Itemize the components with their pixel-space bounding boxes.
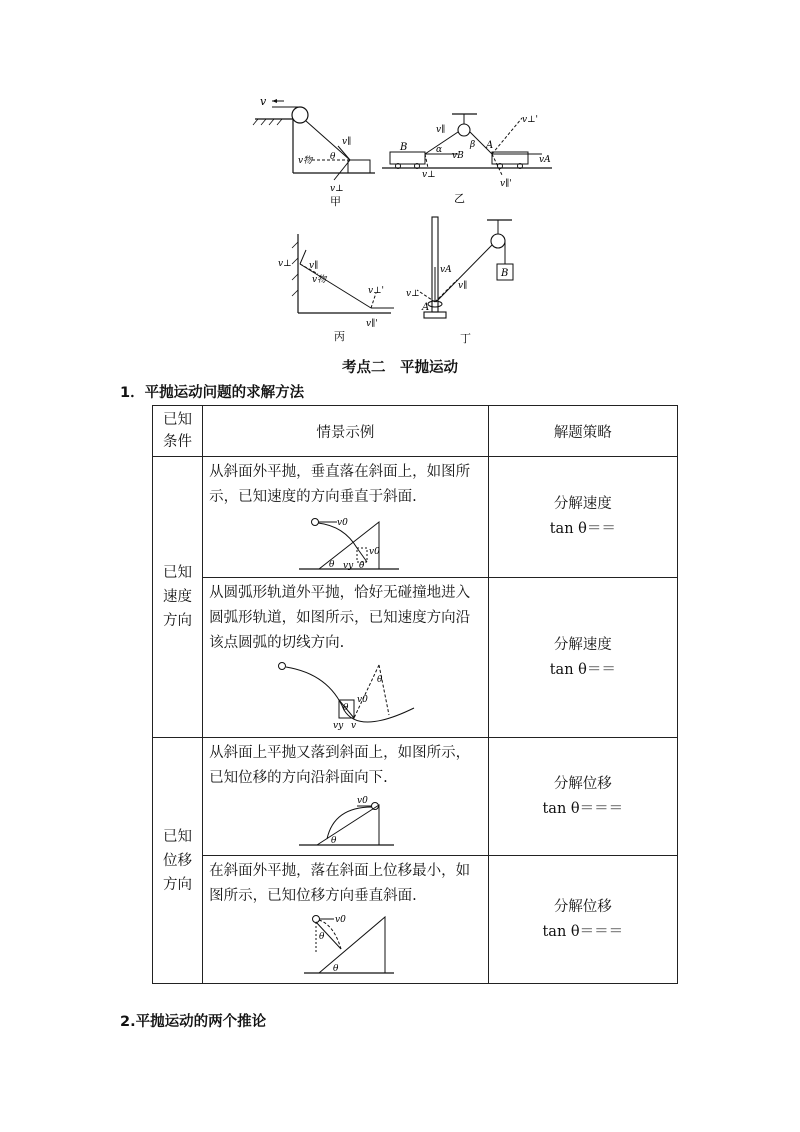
svg-text:θ: θ (343, 703, 349, 713)
svg-text:v0: v0 (337, 518, 348, 528)
caption-bing: 丙 (334, 330, 345, 343)
svg-text:v∥: v∥ (309, 261, 319, 271)
scenario-cell: 从斜面外平抛，垂直落在斜面上，如图所示，已知速度的方向垂直于斜面. v0 v0 vy θ θ (203, 457, 489, 578)
svg-text:θ: θ (359, 561, 365, 571)
caption-yi: 乙 (454, 192, 465, 205)
figure-yi (382, 110, 557, 210)
figure-ding (402, 212, 527, 347)
condition-velocity: 已知 速度 方向 (153, 457, 203, 738)
label-v: v (260, 95, 267, 108)
svg-text:v∥: v∥ (342, 137, 352, 147)
svg-text:v∥': v∥' (366, 319, 378, 329)
svg-text:θ: θ (377, 675, 383, 685)
scenario-cell: 在斜面外平抛，落在斜面上位移最小，如图所示，已知位移方向垂直斜面. v0 θ θ (203, 856, 489, 984)
condition-displacement: 已知 位移 方向 (153, 738, 203, 984)
caption-ding: 丁 (460, 332, 471, 345)
svg-text:vy: vy (333, 721, 344, 731)
svg-text:B: B (501, 268, 509, 279)
scenario-cell: 从斜面上平抛又落到斜面上，如图所示，已知位移的方向沿斜面向下. v0 θ (203, 738, 489, 856)
section-title: 考点二 平抛运动 (342, 360, 458, 376)
figure-bing (276, 228, 406, 348)
svg-text:α: α (436, 145, 443, 155)
svg-text:vy: vy (343, 561, 354, 571)
svg-text:v⊥: v⊥ (422, 170, 436, 180)
svg-text:v物: v物 (298, 156, 313, 166)
table-row (153, 856, 678, 984)
svg-text:v⊥: v⊥ (278, 259, 292, 269)
svg-text:v∥: v∥ (458, 281, 468, 291)
svg-text:θ: θ (319, 932, 325, 942)
strategy-cell: 分解位移 tan θ＝＝＝ (488, 856, 677, 984)
svg-text:v⊥': v⊥' (522, 115, 539, 125)
header-scenario: 情景示例 (203, 406, 489, 457)
heading-2: 2.平抛运动的两个推论 (120, 1014, 267, 1030)
method-table (152, 405, 678, 984)
svg-text:θ: θ (330, 152, 336, 162)
table-row (153, 578, 678, 738)
strategy-cell: 分解速度 tan θ＝＝ (488, 457, 677, 578)
svg-text:A: A (422, 302, 430, 313)
svg-text:B: B (400, 142, 408, 153)
svg-text:β: β (470, 140, 476, 150)
header-condition: 已知 条件 (153, 406, 203, 457)
svg-text:vB: vB (452, 151, 464, 161)
svg-text:vA: vA (539, 155, 551, 165)
svg-text:v⊥': v⊥' (368, 286, 385, 296)
svg-text:v⊥: v⊥ (406, 289, 420, 299)
svg-text:v∥: v∥ (436, 125, 446, 135)
figure-slope-to-slope (209, 795, 479, 851)
svg-text:v物: v物 (312, 275, 327, 285)
svg-text:v⊥: v⊥ (330, 184, 344, 194)
figure-jia (250, 88, 380, 213)
table-header-row (153, 406, 678, 457)
caption-jia: 甲 (330, 195, 341, 208)
heading-1: 1．平抛运动问题的求解方法 (120, 385, 305, 401)
figure-min-displacement (209, 913, 479, 979)
svg-text:A: A (486, 140, 494, 151)
svg-text:v0: v0 (369, 547, 380, 557)
figure-arc-track (209, 660, 479, 732)
table-row (153, 457, 678, 578)
svg-text:v0: v0 (335, 915, 346, 925)
figure-slope-perpendicular-velocity (209, 514, 479, 574)
svg-text:vA: vA (440, 265, 452, 275)
svg-text:θ: θ (329, 560, 335, 570)
strategy-cell: 分解位移 tan θ＝＝＝ (488, 738, 677, 856)
svg-text:v∥': v∥' (500, 179, 512, 189)
strategy-cell: 分解速度 tan θ＝＝ (488, 578, 677, 738)
svg-text:v: v (351, 721, 357, 731)
scenario-cell: 从圆弧形轨道外平抛，恰好无碰撞地进入圆弧形轨道，如图所示，已知速度方向沿该点圆弧的切线方向. v0 θ θ vy v (203, 578, 489, 738)
header-strategy: 解题策略 (488, 406, 677, 457)
svg-text:θ: θ (333, 964, 339, 974)
table-row (153, 738, 678, 856)
svg-text:θ: θ (331, 836, 337, 846)
svg-text:v0: v0 (357, 695, 368, 705)
svg-text:v0: v0 (357, 796, 368, 806)
